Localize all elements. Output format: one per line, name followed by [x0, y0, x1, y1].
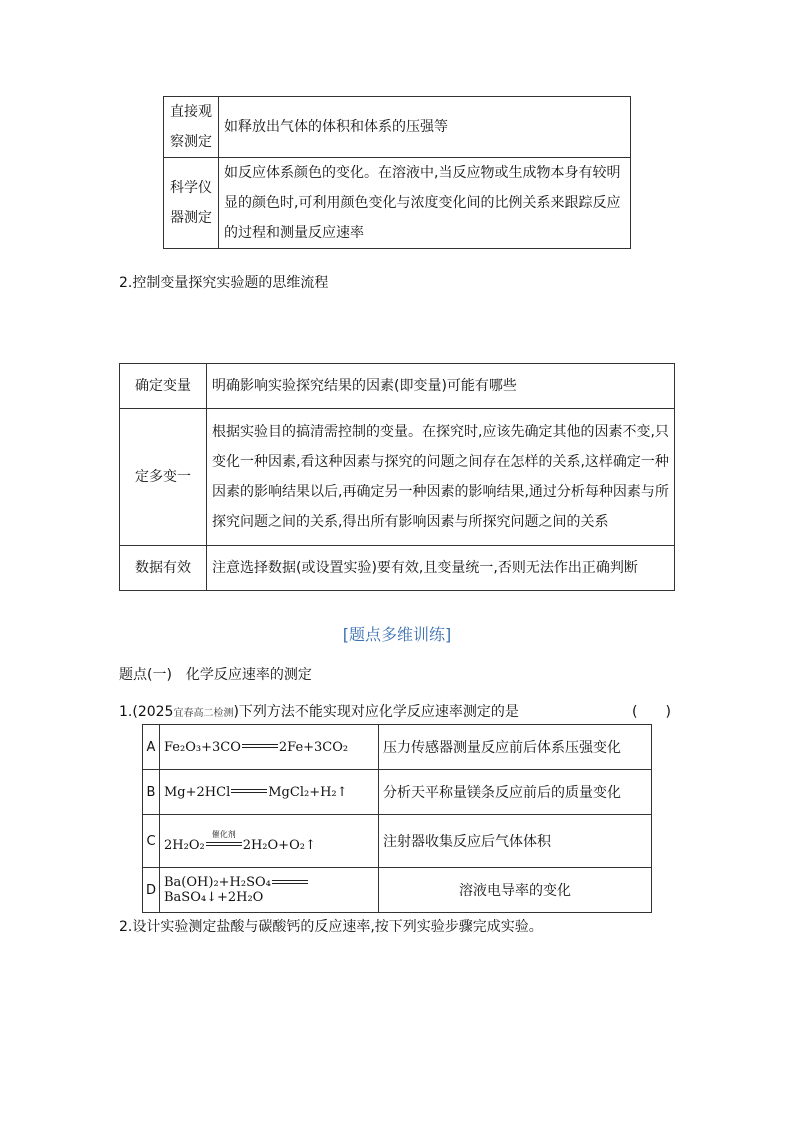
- reaction-condition: 催化剂: [211, 830, 236, 839]
- step-cell: 数据有效: [120, 546, 207, 591]
- option-desc: 分析天平称量镁条反应前后的质量变化: [379, 770, 652, 815]
- option-letter: D: [143, 868, 160, 913]
- equation-products: MgCl₂+H₂↑: [268, 784, 348, 800]
- topic-heading: 题点(一) 化学反应速率的测定: [119, 667, 312, 683]
- options-table: [142, 724, 652, 913]
- option-row: [143, 725, 652, 770]
- option-letter: B: [143, 770, 160, 815]
- equation-reactants: Fe₂O₃+3CO: [164, 739, 241, 755]
- option-desc: 溶液电导率的变化: [379, 868, 652, 913]
- table-row: [164, 97, 631, 158]
- equals-sign: [231, 789, 267, 795]
- method-desc-cell: 如反应体系颜色的变化。在溶液中,当反应物或生成物本身有较明显的颜色时,可利用颜色变化与浓度变化间的比例关系来跟踪反应的过程和测量反应速率: [219, 158, 631, 249]
- equals-sign: [206, 830, 242, 848]
- equation-cell: [160, 770, 379, 815]
- table-row: [120, 364, 675, 409]
- question-prefix: 1.(2025: [119, 704, 174, 720]
- question-text: )下列方法不能实现对应化学反应速率测定的是: [233, 704, 519, 720]
- method-desc-cell: 如释放出气体的体积和体系的压强等: [219, 97, 631, 158]
- step-cell: 确定变量: [120, 364, 207, 409]
- table-row: [120, 409, 675, 546]
- option-letter: A: [143, 725, 160, 770]
- question-1: [119, 701, 519, 721]
- equals-sign: [242, 744, 278, 750]
- step-cell: 定多变一: [120, 409, 207, 546]
- option-desc: 压力传感器测量反应前后体系压强变化: [379, 725, 652, 770]
- option-row: [143, 770, 652, 815]
- option-letter: C: [143, 815, 160, 868]
- step-desc-cell: 明确影响实验探究结果的因素(即变量)可能有哪些: [207, 364, 675, 409]
- control-variable-table: [119, 363, 675, 591]
- equation-cell: [160, 815, 379, 868]
- step-desc-cell: 注意选择数据(或设置实验)要有效,且变量统一,否则无法作出正确判断: [207, 546, 675, 591]
- question-2: 2.设计实验测定盐酸与碳酸钙的反应速率,按下列实验步骤完成实验。: [119, 919, 543, 935]
- equation-products: BaSO₄↓+2H₂O: [164, 890, 264, 905]
- option-row: [143, 815, 652, 868]
- step-desc-cell: 根据实验目的搞清需控制的变量。在探究时,应该先确定其他的因素不变,只变化一种因素,看这种因素与探究的问题之间存在怎样的关系,这样确定一种因素的影响结果以后,再确定另一种因素的影响结果,通过分析每种因素与所探究问题之间的关系,得出所有影响因素与所探究问题之间的关系: [207, 409, 675, 546]
- equation-reactants: Mg+2HCl: [164, 784, 231, 800]
- table-row: [120, 546, 675, 591]
- table-row: [164, 158, 631, 249]
- equation-cell: [160, 868, 379, 913]
- equation-reactants: Ba(OH)₂+H₂SO₄: [164, 875, 271, 890]
- question-source: 宜春高二检测: [173, 708, 234, 719]
- equation-reactants: 2H₂O₂: [164, 837, 205, 853]
- equation-products: 2H₂O+O₂↑: [242, 837, 316, 853]
- answer-blank[interactable]: ( ): [632, 704, 671, 720]
- method-cell: 科学仪器测定: [164, 158, 219, 249]
- option-row: [143, 868, 652, 913]
- method-cell: 直接观察测定: [164, 97, 219, 158]
- measurement-methods-table: [163, 96, 631, 249]
- option-desc: 注射器收集反应后气体体积: [379, 815, 652, 868]
- equation-cell: [160, 725, 379, 770]
- equals-sign: [272, 880, 308, 886]
- section-title: [题点多维训练]: [342, 625, 452, 644]
- equation-products: 2Fe+3CO₂: [278, 739, 349, 755]
- section-heading: 2.控制变量探究实验题的思维流程: [119, 275, 329, 291]
